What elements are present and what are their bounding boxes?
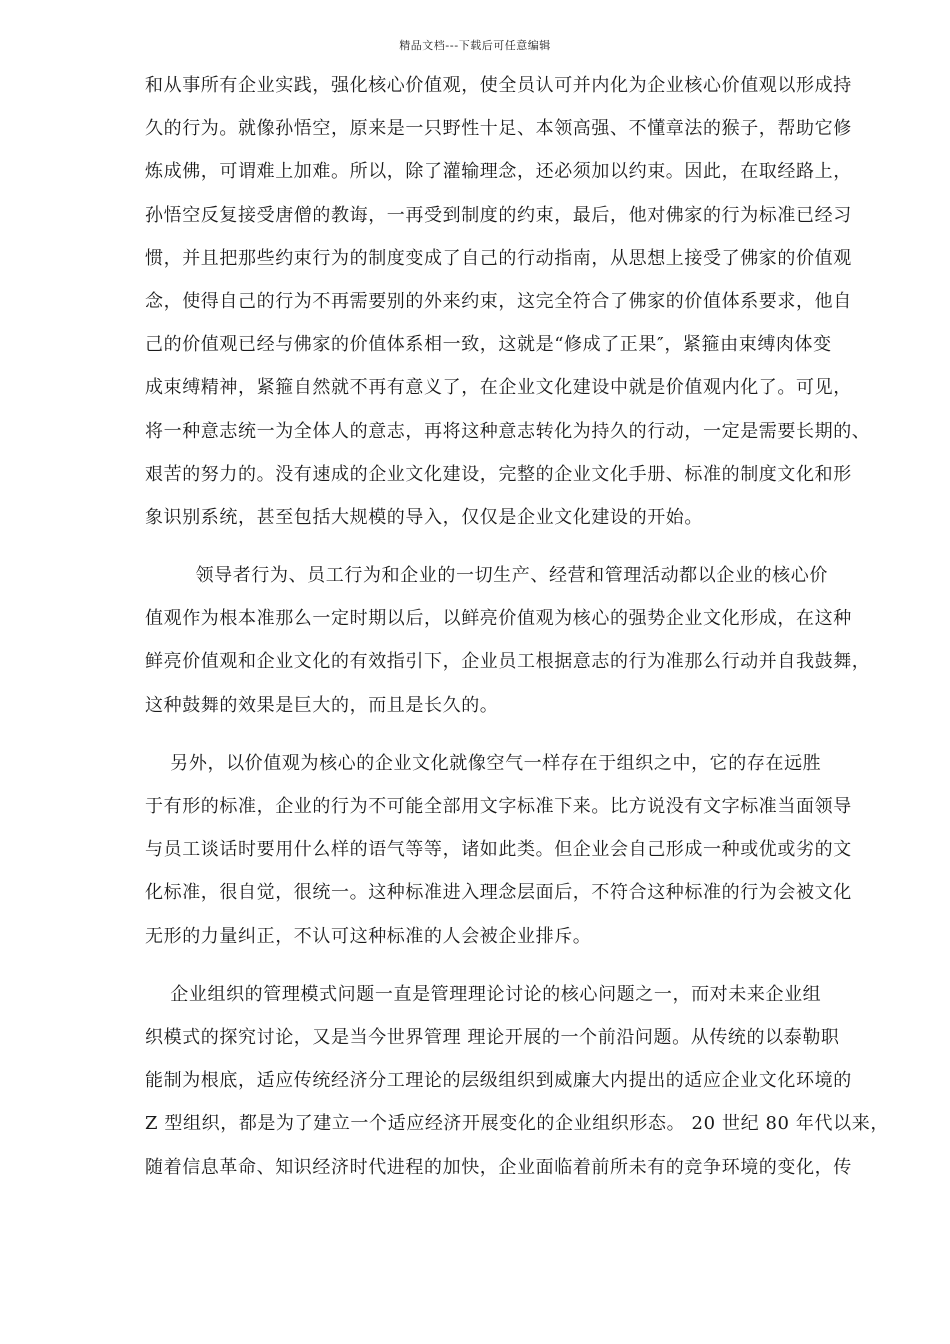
text-line: 与员工谈话时要用什么样的语气等等，诸如此类。但企业会自己形成一种或优或劣的文 bbox=[145, 839, 852, 861]
text-line: 于有形的标准，企业的行为不可能全部用文字标准下来。比方说没有文字标准当面领导 bbox=[145, 796, 852, 817]
text-line: Z 型组织，都是为了建立一个适应经济开展变化的企业组织形态。 20 世纪 80 年代以来， bbox=[145, 1113, 889, 1135]
text-line: 念，使得自己的行为不再需要别的外来约束，这完全符合了佛家的价值体系要求，他自 bbox=[145, 290, 852, 312]
paragraph-gap bbox=[145, 727, 885, 742]
text-line: 企业组织的管理模式问题一直是管理理论讨论的核心问题之一，而对未来企业组 bbox=[145, 983, 822, 1005]
text-line: 己的价值观已经与佛家的价值体系相一致，这就是“修成了正果″，紧箍由束缚肉体变 bbox=[145, 334, 832, 356]
text-line: 能制为根底，适应传统经济分工理论的层级组织到威廉大内提出的适应企业文化环境的 bbox=[145, 1070, 852, 1092]
text-line: 久的行为。就像孙悟空，原来是一只野性十足、本领高强、不懂章法的猴子，帮助它修 bbox=[145, 118, 852, 140]
text-line: 成束缚精神，紧箍自然就不再有意义了，在企业文化建设中就是价值观内化了。可见， bbox=[145, 377, 852, 399]
text-line: 化标准，很自觉，很统一。这种标准进入理念层面后，不符合这种标准的行为会被文化 bbox=[145, 882, 852, 904]
paragraph-4 bbox=[145, 973, 889, 1189]
document-body bbox=[145, 64, 889, 1189]
text-line: 象识别系统，甚至包括大规模的导入，仅仅是企业文化建设的开始。 bbox=[145, 506, 703, 528]
text-line: 无形的力量纠正，不认可这种标准的人会被企业排斥。 bbox=[145, 925, 592, 947]
text-line: 孙悟空反复接受唐僧的教诲，一再受到制度的约束，最后，他对佛家的行为标准已经习 bbox=[145, 204, 852, 226]
paragraph-gap bbox=[145, 958, 885, 973]
page-header: 精品文档---下载后可任意编辑 bbox=[399, 39, 551, 52]
text-line: 另外，以价值观为核心的企业文化就像空气一样存在于组织之中，它的存在远胜 bbox=[145, 752, 822, 774]
text-line: 值观作为根本准那么一定时期以后，以鲜亮价值观为核心的强势企业文化形成，在这种 bbox=[145, 608, 852, 630]
text-line: 鲜亮价值观和企业文化的有效指引下，企业员工根据意志的行为准那么行动并自我鼓舞， bbox=[145, 651, 871, 673]
text-line: 和从事所有企业实践，强化核心价值观，使全员认可并内化为企业核心价值观以形成持 bbox=[145, 75, 852, 96]
text-line: 随着信息革命、知识经济时代进程的加快，企业面临着前所未有的竞争环境的变化，传 bbox=[145, 1156, 852, 1178]
paragraph-gap bbox=[145, 539, 885, 554]
text-line: 这种鼓舞的效果是巨大的，而且是长久的。 bbox=[145, 694, 499, 716]
text-line: 领导者行为、员工行为和企业的一切生产、经营和管理活动都以企业的核心价 bbox=[145, 565, 828, 587]
text-line: 将一种意志统一为全体人的意志，再将这种意志转化为持久的行动，一定是需要长期的、 bbox=[145, 420, 871, 442]
text-line: 炼成佛，可谓难上加难。所以，除了灌输理念，还必须加以约束。因此，在取经路上， bbox=[145, 161, 852, 183]
paragraph-3 bbox=[145, 742, 885, 958]
paragraph-2 bbox=[145, 554, 885, 727]
text-line: 织模式的探究讨论，又是当今世界管理 理论开展的一个前沿问题。从传统的以泰勒职 bbox=[145, 1026, 840, 1048]
paragraph-1 bbox=[145, 64, 885, 539]
text-line: 惯，并且把那些约束行为的制度变成了自己的行动指南，从思想上接受了佛家的价值观 bbox=[145, 247, 852, 269]
text-line: 艰苦的努力的。没有速成的企业文化建设，完整的企业文化手册、标准的制度文化和形 bbox=[145, 463, 852, 485]
